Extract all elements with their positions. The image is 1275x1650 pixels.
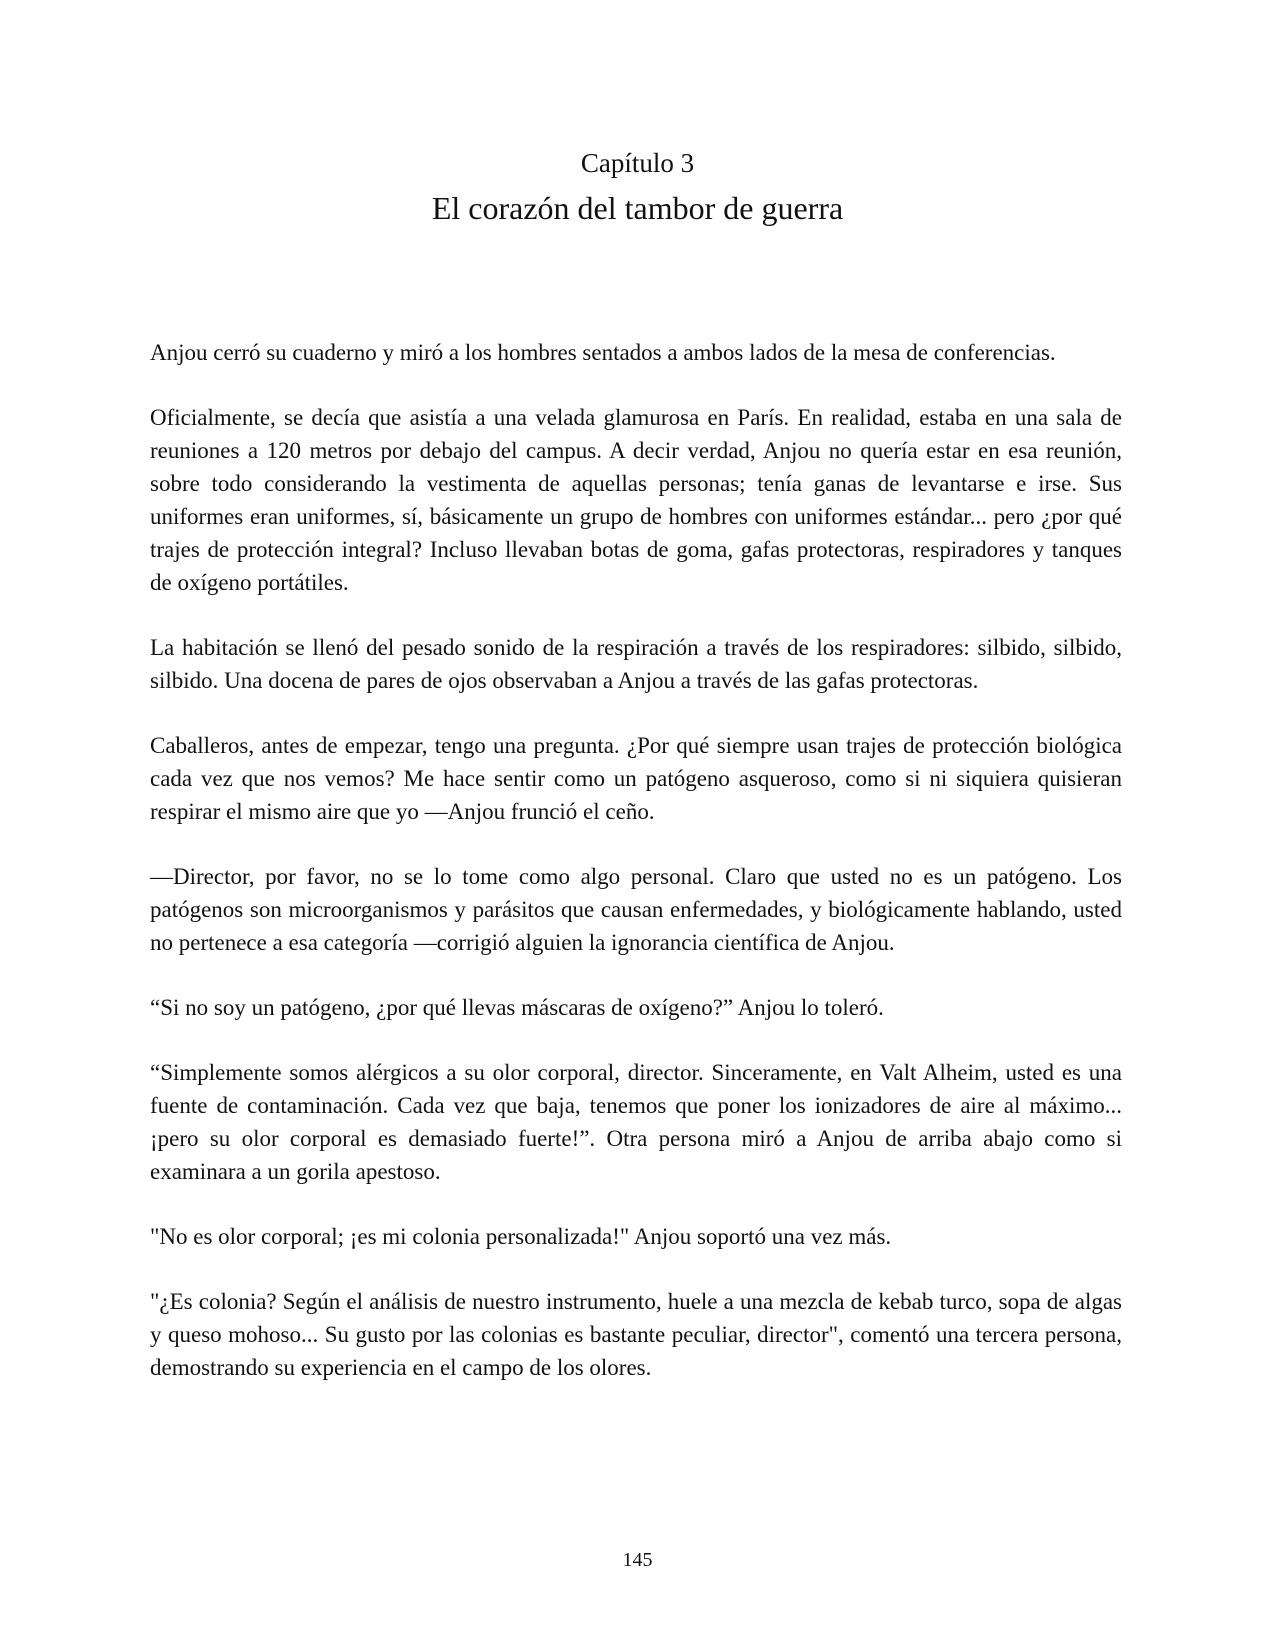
paragraph: “Simplemente somos alérgicos a su olor corporal, director. Sinceramente, en Valt Alheim, usted es una fuente de contaminación. Cada vez que baja, tenemos que poner los ionizadores de aire al máximo... ¡pero su olor corporal es demasiado fuerte!”. Otra persona miró a Anjou de arriba abajo como si examinara a un gorila apestoso. — [150, 1060, 1122, 1184]
page-number: 145 — [622, 1549, 653, 1571]
chapter-title: El corazón del tambor de guerra — [431, 190, 844, 226]
paragraph: Anjou cerró su cuaderno y miró a los hombres sentados a ambos lados de la mesa de conferencias. — [150, 340, 1056, 365]
paragraph: —Director, por favor, no se lo tome como algo personal. Claro que usted no es un patógeno. Los patógenos son microorganismos y parásitos que causan enfermedades, y biológicamente hablando, usted no pertenece a esa categoría —corrigió alguien la ignorancia científica de Anjou. — [150, 864, 1122, 955]
paragraph: La habitación se llenó del pesado sonido de la respiración a través de los respiradores: silbido, silbido, silbido. Una docena de pares de ojos observaban a Anjou a través de las gafas protectoras. — [150, 635, 1122, 693]
paragraph: "¿Es colonia? Según el análisis de nuestro instrumento, huele a una mezcla de kebab turco, sopa de algas y queso mohoso... Su gusto por las colonias es bastante peculiar, director", comentó una tercera persona, demostrando su experiencia en el campo de los olores. — [150, 1289, 1122, 1380]
paragraph: Oficialmente, se decía que asistía a una velada glamurosa en París. En realidad, estaba en una sala de reuniones a 120 metros por debajo del campus. A decir verdad, Anjou no quería estar en esa reunión, sobre todo considerando la vestimenta de aquellas personas; tenía ganas de levantarse e irse. Sus uniformes eran uniformes, sí, básicamente un grupo de hombres con uniformes estándar... pero ¿por qué trajes de protección integral? Incluso llevaban botas de goma, gafas protectoras, respiradores y tanques de oxígeno portátiles. — [150, 405, 1122, 595]
paragraph: “Si no soy un patógeno, ¿por qué llevas máscaras de oxígeno?” Anjou lo toleró. — [150, 995, 884, 1020]
paragraph: "No es olor corporal; ¡es mi colonia personalizada!" Anjou soportó una vez más. — [150, 1224, 892, 1249]
chapter-number: Capítulo 3 — [580, 148, 695, 178]
body-text — [150, 336, 1122, 1416]
paragraph: Caballeros, antes de empezar, tengo una pregunta. ¿Por qué siempre usan trajes de protección biológica cada vez que nos vemos? Me hace sentir como un patógeno asqueroso, como si ni siquiera quisieran respirar el mismo aire que yo —Anjou frunció el ceño. — [150, 733, 1122, 824]
